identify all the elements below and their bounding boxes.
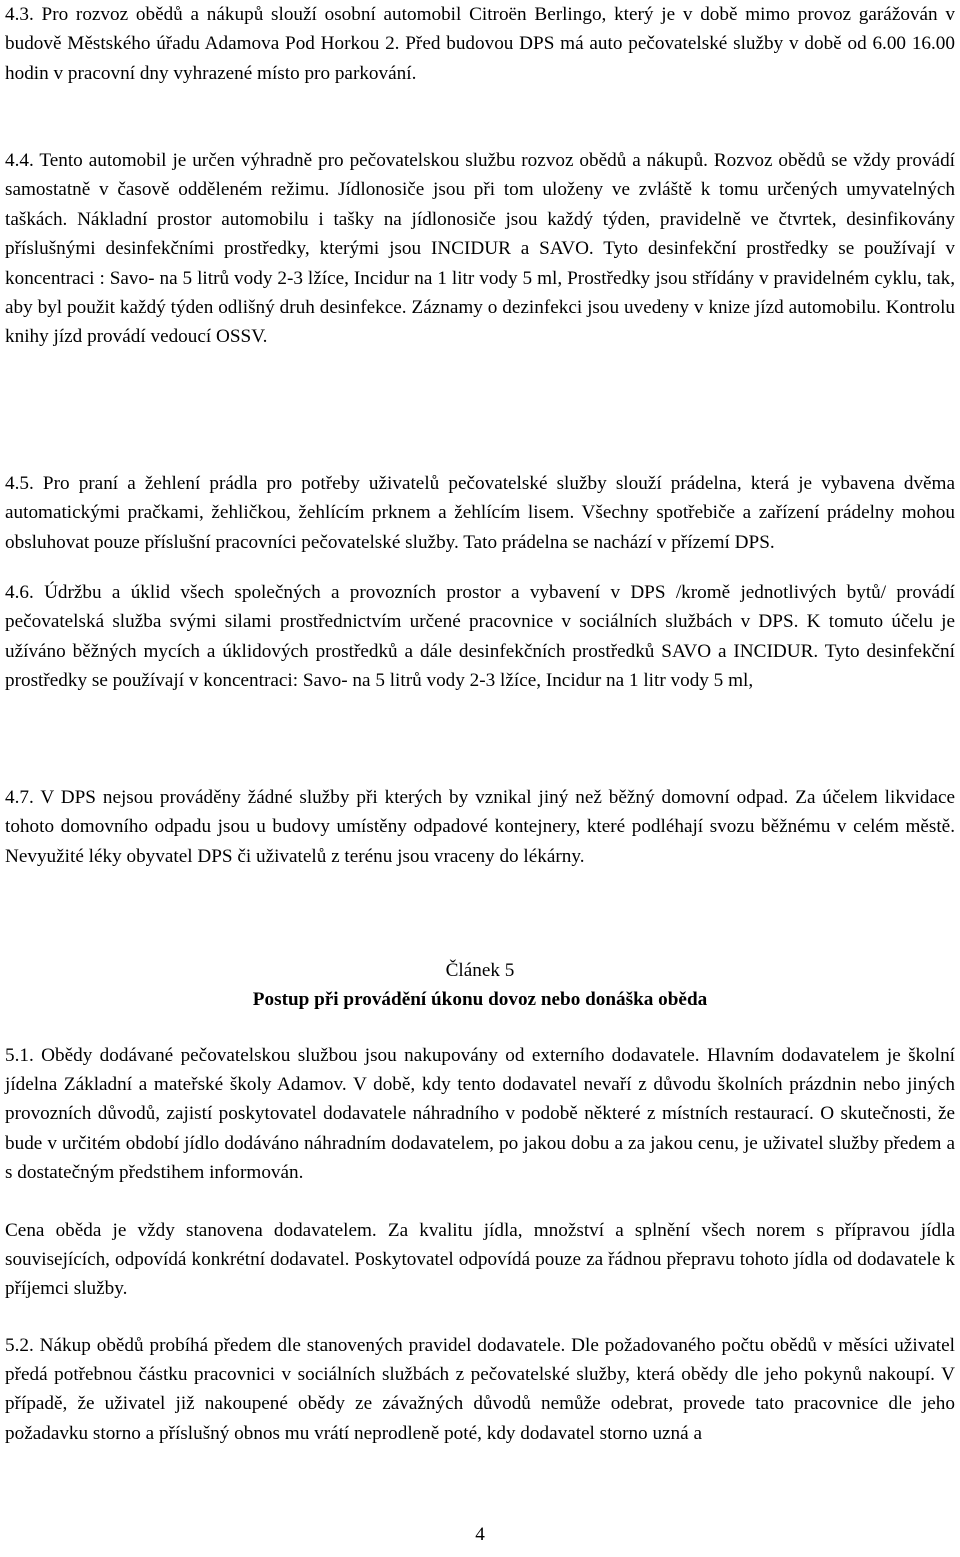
paragraph-5-2: 5.2. Nákup obědů probíhá předem dle stanovených pravidel dodavatele. Dle požadovaného počtu obědů v měsíci uživatel předá potřebnou částku pracovnici v sociálních službách z pečovatelské služby, která obědy dle jeho pokynů nakoupí. V případě, že uživatel již nakoupené obědy ze závažných důvodů nemůže odebrat, provede tato pracovnice dle jeho požadavku storno a příslušný obnos mu vrátí neprodleně poté, kdy dodavatel storno uzná a	[5, 1335, 955, 1444]
paragraph-5-1: 5.1. Obědy dodávané pečovatelskou službou jsou nakupovány od externího dodavatele. Hlavním dodavatelem je školní jídelna Základní a mateřské školy Adamov. V době, kdy tento dodavatel nevaří z důvodu školních prázdnin nebo jiných provozních důvodů, zajistí poskytovatel dodavatele náhradního v podobě některé z místních restaurací. O skutečnosti, že bude v určitém období jídlo dodáváno náhradním dodavatelem, po jakou dobu a za jakou cenu, je uživatel služby předem a s dostatečným předstihem informován.	[5, 1045, 955, 1183]
paragraph-4-4: 4.4. Tento automobil je určen výhradně pro pečovatelskou službu rozvoz obědů a nákupů. Rozvoz obědů se vždy provádí samostatně v časově odděleném režimu. Jídlonosiče jsou při tom uloženy ve zvláště k tomu určených umyvatelných taškách. Nákladní prostor automobilu i tašky na jídlonosiče jsou každý týden, pravidelně ve čtvrtek, desinfikovány příslušnými desinfekčními prostředky, kterými jsou INCIDUR a SAVO. Tyto desinfekční prostředky se používají v koncentraci : Savo- na 5 litrů vody 2-3 lžíce, Incidur na 1 litr vody 5 ml, Prostředky jsou střídány v pravidelném cyklu, tak, aby byl použit každý týden odlišný druh desinfekce. Záznamy o dezinfekci jsou uvedeny v knize jízd automobilu. Kontrolu knihy jízd provádí vedoucí OSSV.	[5, 150, 955, 348]
article-number: Článek 5	[445, 960, 515, 981]
page-number: 4	[475, 1524, 485, 1545]
paragraph-4-6: 4.6. Údržbu a úklid všech společných a provozních prostor a vybavení v DPS /kromě jednotlivých bytů/ provádí pečovatelská služba svými silami prostřednictvím určené pracovnice v sociálních službách v DPS. K tomuto účelu je užíváno běžných mycích a úklidových prostředků a dále desinfekčních prostředků SAVO a INCIDUR. Tyto desinfekční prostředky se používají v koncentraci: Savo- na 5 litrů vody 2-3 lžíce, Incidur na 1 litr vody 5 ml,	[5, 582, 955, 692]
paragraph-4-5: 4.5. Pro praní a žehlení prádla pro potřeby uživatelů pečovatelské služby slouží prádelna, která je vybavena dvěma automatickými pračkami, žehličkou, žehlícím prknem a žehlícím lisem. Všechny spotřebiče a zařízení prádelny mohou obsluhovat pouze příslušní pracovníci pečovatelské služby. Tato prádelna se nachází v přízemí DPS.	[5, 473, 955, 553]
paragraph-4-7: 4.7. V DPS nejsou prováděny žádné služby při kterých by vznikal jiný než běžný domovní odpad. Za účelem likvidace tohoto domovního odpadu jsou u budovy umístěny odpadové kontejnery, které podléhají svozu běžnému v celém městě. Nevyužité léky obyvatel DPS či uživatelů z terénu jsou vraceny do lékárny.	[5, 787, 955, 867]
paragraph-5-1-continued: Cena oběda je vždy stanovena dodavatelem. Za kvalitu jídla, množství a splnění všech norem s přípravou jídla souvisejících, odpovídá konkrétní dodavatel. Poskytovatel odpovídá pouze za řádnou přepravu tohoto jídla od dodavatele k příjemci služby.	[5, 1220, 955, 1300]
paragraph-4-3: 4.3. Pro rozvoz obědů a nákupů slouží osobní automobil Citroën Berlingo, který je v době mimo provoz garážován v budově Městského úřadu Adamova Pod Horkou 2. Před budovou DPS má auto pečovatelské služby v době od 6.00 16.00 hodin v pracovní dny vyhrazené místo pro parkování.	[5, 4, 955, 84]
article-title: Postup při provádění úkonu dovoz nebo donáška oběda	[252, 989, 708, 1010]
